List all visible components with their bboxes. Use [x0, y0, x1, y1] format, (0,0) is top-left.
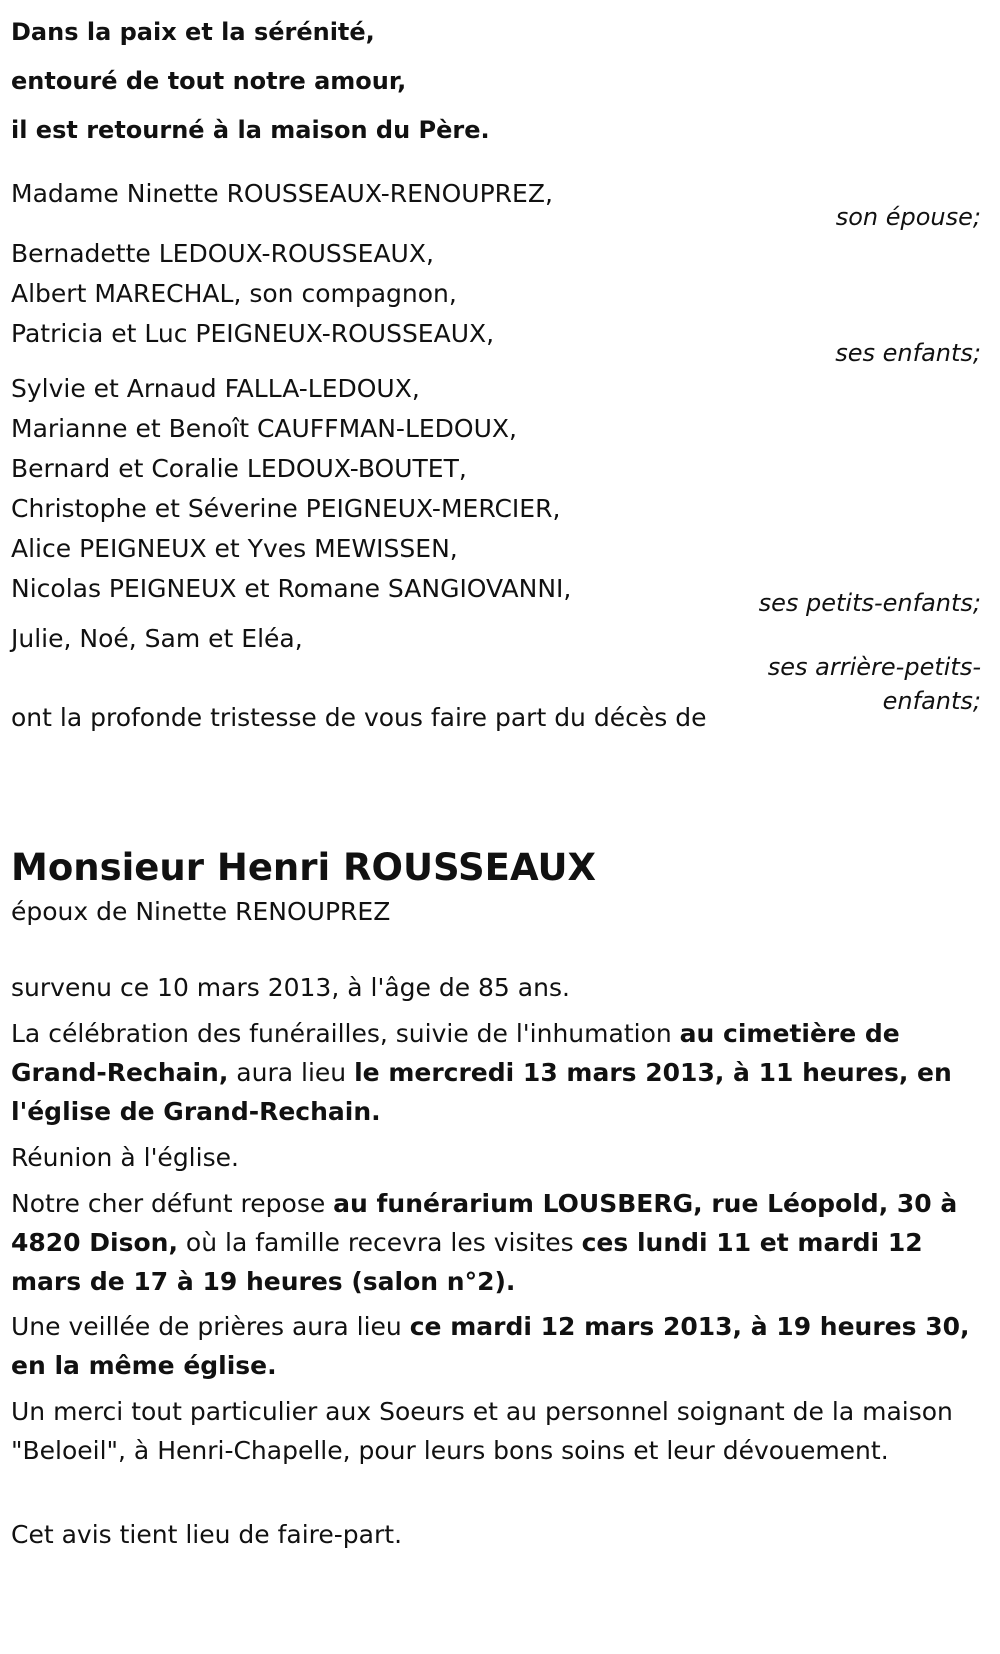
visits-schedule: ces lundi 11 et mardi 12 mars de 17 à 19 heures (salon n°2).	[11, 1228, 923, 1296]
spouse-line: époux de Ninette RENOUPREZ	[11, 897, 391, 926]
family-name: Bernadette LEDOUX-ROUSSEAUX,	[11, 239, 434, 268]
family-relation: ses enfants;	[835, 339, 981, 367]
family-relation-line: ses arrière-petits-	[767, 653, 981, 681]
intro-line: il est retourné à la maison du Père.	[11, 116, 490, 144]
death-date-line: survenu ce 10 mars 2013, à l'âge de 85 ans.	[11, 973, 570, 1002]
family-name: Madame Ninette ROUSSEAUX-RENOUPREZ,	[11, 179, 553, 208]
family-name: Patricia et Luc PEIGNEUX-ROUSSEAUX,	[11, 319, 495, 348]
vigil-paragraph	[11, 1307, 991, 1385]
family-group-children	[11, 234, 981, 367]
family-name: Albert MARECHAL, son compagnon,	[11, 279, 457, 308]
visits-text: où la famille recevra les visites	[177, 1228, 582, 1257]
family-relation-line: enfants;	[882, 687, 981, 715]
family-names	[11, 369, 981, 609]
family-name: Julie, Noé, Sam et Eléa,	[11, 624, 303, 653]
family-relation: ses petits-enfants;	[758, 589, 981, 617]
intro-line: entouré de tout notre amour,	[11, 67, 407, 95]
funeral-date: le mercredi 13 mars 2013, à 11 heures, en l'église de Grand-Rechain.	[11, 1058, 952, 1126]
intro-verse	[11, 8, 490, 155]
family-relation: son épouse;	[835, 203, 981, 231]
funeral-text: aura lieu	[228, 1058, 355, 1087]
funeral-place: au cimetière de Grand-Rechain,	[11, 1019, 900, 1087]
reunion-line: Réunion à l'église.	[11, 1143, 239, 1172]
vigil-date: ce mardi 12 mars 2013, à 19 heures 30, en la même église.	[11, 1312, 970, 1380]
closing-line: Cet avis tient lieu de faire-part.	[11, 1520, 403, 1549]
family-name: Alice PEIGNEUX et Yves MEWISSEN,	[11, 534, 458, 563]
funeral-paragraph	[11, 1014, 991, 1131]
funerarium-address: au funérarium LOUSBERG, rue Léopold, 30 à 4820 Dison,	[11, 1189, 958, 1257]
family-name: Bernard et Coralie LEDOUX-BOUTET,	[11, 454, 467, 483]
family-name: Nicolas PEIGNEUX et Romane SANGIOVANNI,	[11, 574, 572, 603]
family-group-great-grandchildren	[11, 619, 981, 715]
family-name: Sylvie et Arnaud FALLA-LEDOUX,	[11, 374, 420, 403]
family-relation	[746, 650, 981, 718]
thanks-paragraph: Un merci tout particulier aux Soeurs et au personnel soignant de la maison "Beloeil", à Henri-Chapelle, pour leurs bons soins et leur dévouement.	[11, 1397, 953, 1465]
death-notice-text: ont la profonde tristesse de vous faire part du décès de	[11, 703, 707, 732]
family-name: Marianne et Benoît CAUFFMAN-LEDOUX,	[11, 414, 517, 443]
family-group-grandchildren	[11, 369, 981, 617]
funeral-text: La célébration des funérailles, suivie de l'inhumation	[11, 1019, 680, 1048]
family-name: Christophe et Séverine PEIGNEUX-MERCIER,	[11, 494, 561, 523]
intro-line: Dans la paix et la sérénité,	[11, 18, 375, 46]
deceased-name: Monsieur Henri ROUSSEAUX	[11, 846, 597, 889]
visits-paragraph	[11, 1184, 991, 1301]
vigil-text: Une veillée de prières aura lieu	[11, 1312, 410, 1341]
family-group-spouse	[11, 174, 981, 231]
visits-text: Notre cher défunt repose	[11, 1189, 334, 1218]
